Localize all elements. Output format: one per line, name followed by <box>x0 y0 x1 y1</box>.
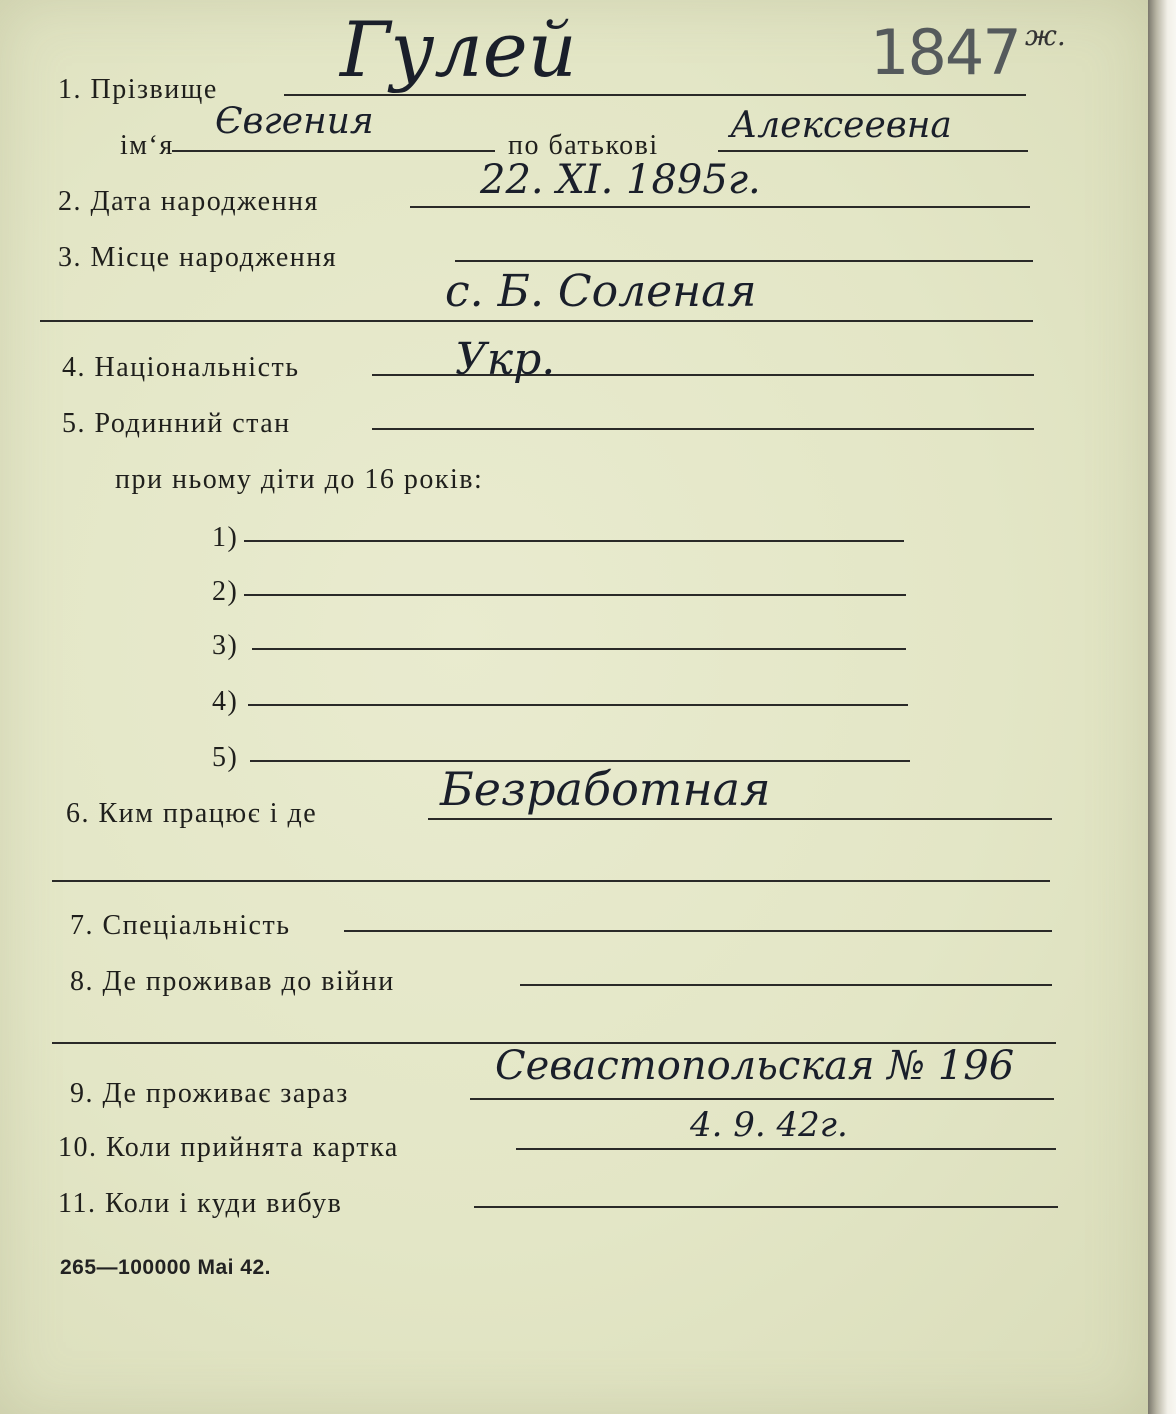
card-number-suffix: ж. <box>1025 19 1066 52</box>
child-line <box>252 648 906 650</box>
child-number: 5) <box>212 742 239 773</box>
specialty-label: 7. Спеціальність <box>70 910 291 941</box>
card-accepted-line <box>516 1148 1056 1150</box>
child-number: 4) <box>212 686 239 717</box>
surname-line <box>284 94 1026 96</box>
birth-place-label: 3. Місце народження <box>58 242 338 273</box>
child-number: 3) <box>212 630 239 661</box>
birth-place-line <box>455 260 1033 262</box>
nationality-label: 4. Національність <box>62 352 300 383</box>
occupation-line <box>428 818 1052 820</box>
current-address-label: 9. Де проживає зараз <box>70 1078 349 1109</box>
birth-place-value: с. Б. Соленая <box>445 266 757 317</box>
birth-date-line <box>410 206 1030 208</box>
current-address-line <box>470 1098 1054 1100</box>
first-name-line <box>172 150 495 152</box>
patronymic-line <box>718 150 1028 152</box>
birth-date-label: 2. Дата народження <box>58 186 319 217</box>
occupation-line-2 <box>52 880 1050 882</box>
child-number: 1) <box>212 522 239 553</box>
prewar-address-label: 8. Де проживав до війни <box>70 966 395 997</box>
birth-place-line-2 <box>40 320 1033 322</box>
family-status-line <box>372 428 1034 430</box>
family-status-label: 5. Родинний стан <box>62 408 291 439</box>
card-edge <box>1148 0 1176 1414</box>
patronymic-value: Алексеевна <box>730 105 952 146</box>
nationality-value: Укр. <box>455 334 556 385</box>
departure-label: 11. Коли і куди вибув <box>58 1188 343 1219</box>
occupation-value: Безработная <box>440 762 771 816</box>
print-code: 265—100000 Mai 42. <box>60 1256 271 1279</box>
child-line <box>244 540 904 542</box>
surname-label: 1. Прізвище <box>58 74 218 105</box>
card-accepted-value: 4. 9. 42г. <box>690 1105 848 1145</box>
departure-line <box>474 1206 1058 1208</box>
current-address-value: Севастопольская № 196 <box>495 1043 1015 1089</box>
first-name-value: Євгения <box>215 101 374 142</box>
child-line <box>248 704 908 706</box>
surname-value: Гулей <box>340 5 577 94</box>
children-label: при ньому діти до 16 років: <box>115 464 484 495</box>
card-accepted-label: 10. Коли прийнята картка <box>58 1132 399 1163</box>
birth-date-value: 22. XI. 1895г. <box>480 157 761 203</box>
child-line <box>244 594 906 596</box>
child-number: 2) <box>212 576 239 607</box>
first-name-label: ім‘я <box>120 130 174 161</box>
specialty-line <box>344 930 1052 932</box>
prewar-address-line <box>520 984 1052 986</box>
card-number: 1847 <box>870 16 1020 89</box>
patronymic-label: по батькові <box>508 130 659 161</box>
occupation-label: 6. Ким працює і де <box>66 798 318 829</box>
